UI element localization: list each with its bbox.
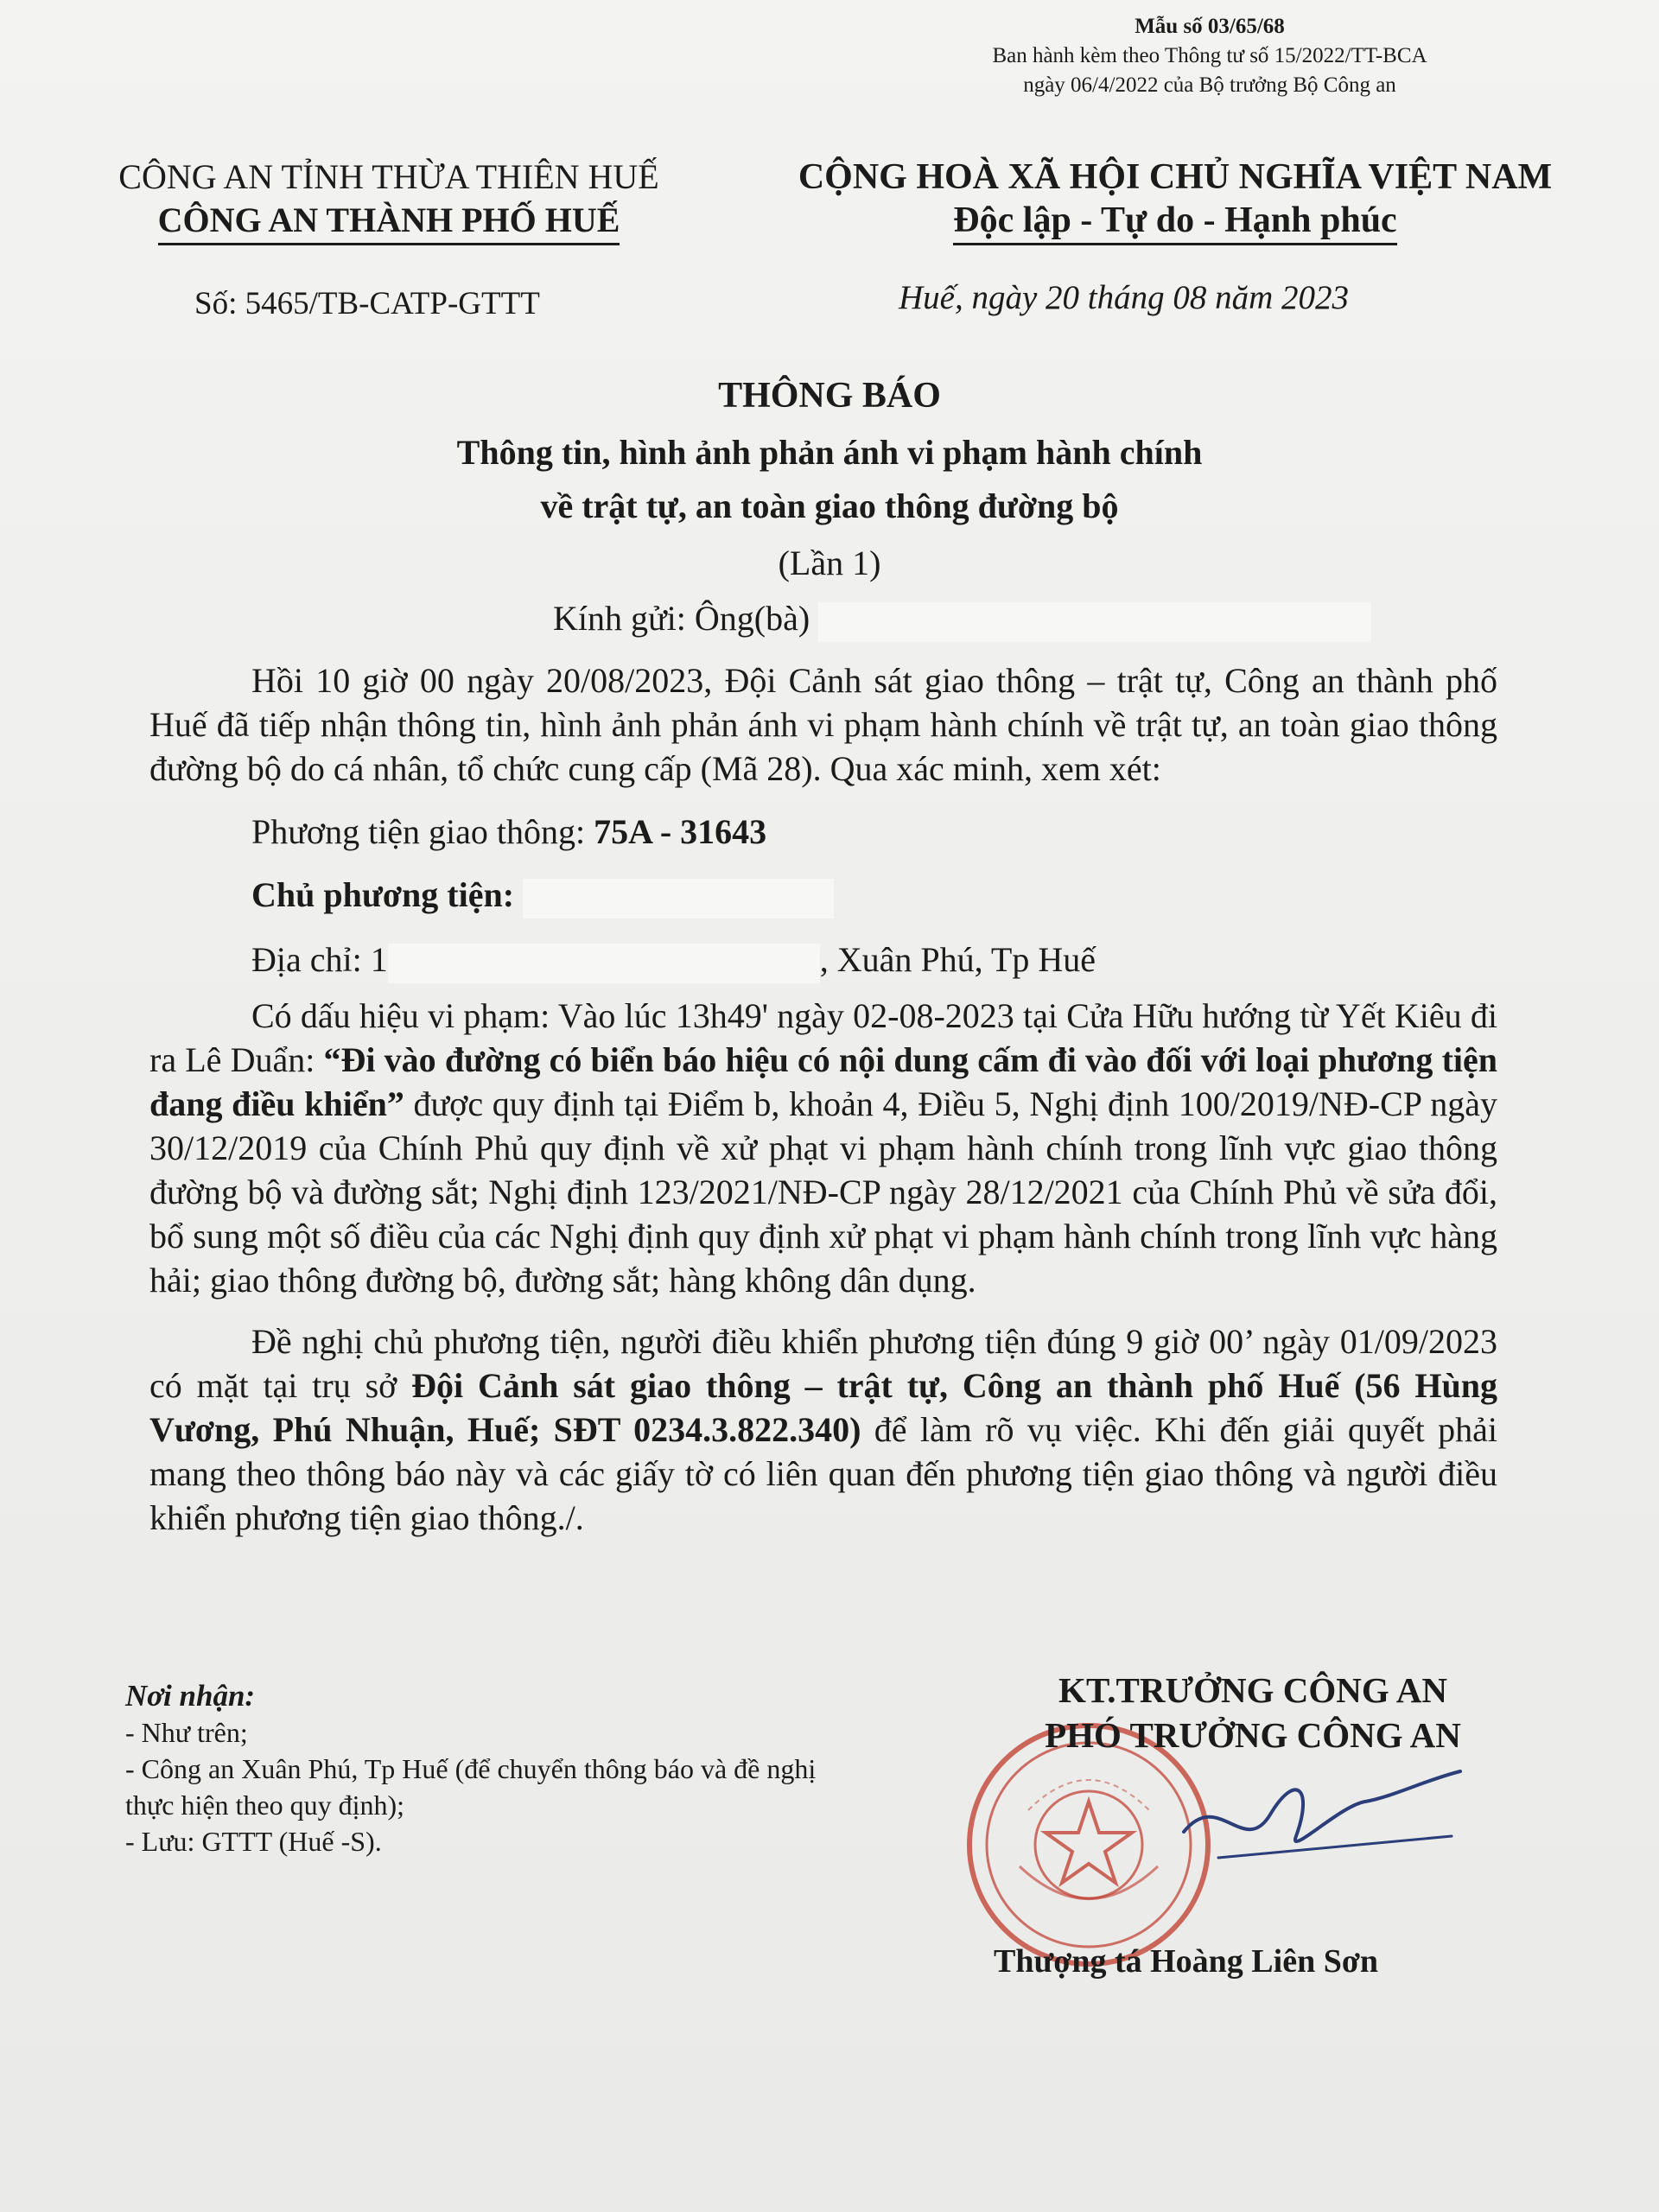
address-label: Địa chỉ:	[251, 939, 371, 979]
form-issued-line-1: Ban hành kèm theo Thông tư số 15/2022/TT-BCA	[992, 44, 1427, 67]
country-name: CỘNG HOÀ XÃ HỘI CHỦ NGHĨA VIỆT NAM	[798, 157, 1553, 197]
national-motto: Độc lập - Tự do - Hạnh phúc	[953, 199, 1396, 245]
document-subtitle-1: Thông tin, hình ảnh phản ánh vi phạm hành chính	[456, 433, 1203, 472]
form-issued-line-2: ngày 06/4/2022 của Bộ trưởng Bộ Công an	[1023, 73, 1396, 97]
redacted-address	[388, 944, 820, 983]
violation-paragraph	[149, 994, 1497, 1302]
document-date: Huế, ngày 20 tháng 08 năm 2023	[899, 279, 1350, 316]
parent-agency: CÔNG AN TỈNH THỪA THIÊN HUẾ	[118, 157, 659, 196]
document-body	[149, 658, 1497, 1540]
redacted-name	[818, 602, 1371, 642]
agency-header	[86, 156, 691, 245]
violation-quote: “Đi vào đường có biển báo hiệu có nội dung cấm đi vào đối với loại phương tiện đang điều khiển”	[149, 1039, 1498, 1123]
recipients-block	[125, 1678, 868, 1859]
recipient-line	[553, 598, 1371, 642]
request-rest: để làm rõ vụ việc. Khi đến giải quyết phải mang theo thông báo này và các giấy tờ có liên quan đến phương tiện giao thông và người điều khiển phương tiện giao thông./.	[149, 1409, 1497, 1537]
form-number: Mẫu số 03/65/68	[1135, 15, 1285, 38]
address-line	[149, 938, 1497, 983]
document-number: Số: 5465/TB-CATP-GTTT	[194, 286, 540, 321]
recipient-label: Kính gửi: Ông(bà)	[553, 599, 810, 638]
violation-rest: được quy định tại Điểm b, khoản 4, Điều 5, Nghị định 100/2019/NĐ-CP ngày 30/12/2019 của Chính Phủ quy định về xử phạt vi phạm hành chính trong lĩnh vực giao thông đường bộ và đường sắt; Nghị định 123/2021/NĐ-CP ngày 28/12/2021 của Chính Phủ về sửa đổi, bổ sung một số điều của các Nghị định quy định xử phạt vi phạm hành chính trong lĩnh vực hàng hải; giao thông đường bộ, đường sắt; hàng không dân dụng.	[149, 1084, 1497, 1300]
signature-block	[950, 1668, 1555, 1758]
signature-title-1: KT.TRƯỞNG CÔNG AN	[1058, 1670, 1447, 1710]
vehicle-plate: 75A - 31643	[594, 812, 767, 851]
redacted-owner	[523, 879, 834, 918]
signature-title-2: PHÓ TRƯỞNG CÔNG AN	[1045, 1715, 1461, 1755]
intro-paragraph: Hồi 10 giờ 00 ngày 20/08/2023, Đội Cảnh sát giao thông – trật tự, Công an thành phố Huế đã tiếp nhận thông tin, hình ảnh phản ánh vi phạm hành chính về trật tự, an toàn giao thông đường bộ do cá nhân, tổ chức cung cấp (Mã 28). Qua xác minh, xem xét:	[149, 661, 1497, 788]
address-prefix: 1	[370, 939, 388, 979]
request-office: Đội Cảnh sát giao thông – trật tự, Công an thành phố Huế (56 Hùng Vương, Phú Nhuận, Huế; SĐT 0234.3.822.340)	[149, 1365, 1497, 1449]
recipients-heading: Nơi nhận:	[125, 1679, 256, 1713]
address-suffix: , Xuân Phú, Tp Huế	[819, 939, 1096, 979]
attempt-number: (Lần 1)	[778, 543, 881, 582]
agency-name: CÔNG AN THÀNH PHỐ HUẾ	[158, 199, 620, 245]
national-header	[734, 156, 1616, 245]
vehicle-line	[149, 810, 1497, 854]
handwritten-signature	[1166, 1754, 1478, 1884]
recipient-item: - Lưu: GTTT (Huế -S).	[125, 1826, 382, 1857]
document-title: THÔNG BÁO	[718, 376, 941, 416]
form-code-block	[968, 12, 1452, 100]
owner-line	[149, 873, 1497, 918]
owner-label: Chủ phương tiện:	[251, 875, 515, 914]
signer-name: Thượng tá Hoàng Liên Sơn	[994, 1943, 1379, 1980]
request-lead: Đề nghị chủ phương tiện, người điều khiển phương tiện đúng 9 giờ 00’ ngày 01/09/2023 có mặt tại trụ sở	[149, 1321, 1497, 1405]
document-subtitle-2: về trật tự, an toàn giao thông đường bộ	[540, 486, 1119, 525]
recipient-item: - Công an Xuân Phú, Tp Huế (để chuyển thông báo và đề nghị thực hiện theo quy định);	[125, 1753, 817, 1821]
violation-lead: Có dấu hiệu vi phạm: Vào lúc 13h49' ngày 02-08-2023 tại Cửa Hữu hướng từ Yết Kiêu đi ra Lê Duẩn:	[149, 995, 1497, 1079]
vehicle-label: Phương tiện giao thông:	[251, 812, 594, 851]
recipient-item: - Như trên;	[125, 1717, 248, 1748]
request-paragraph	[149, 1319, 1497, 1540]
